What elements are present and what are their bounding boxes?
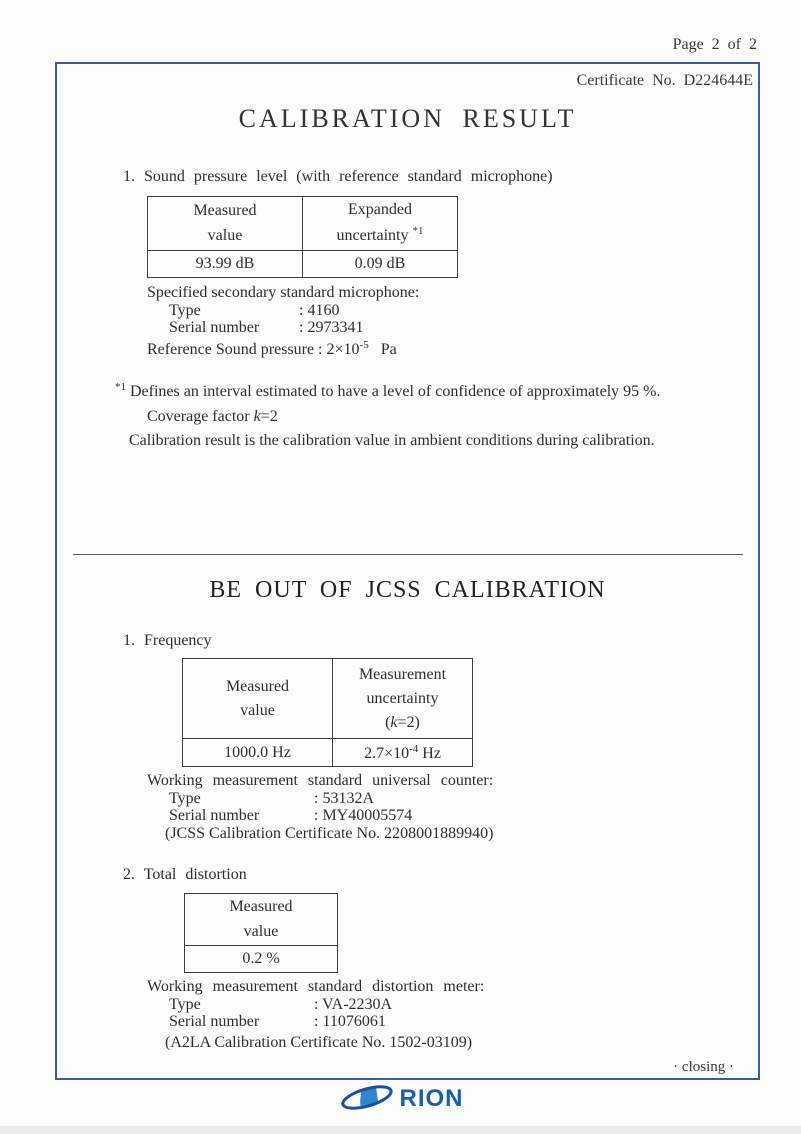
distortion-table-header-row <box>185 894 338 946</box>
ref-pressure-row <box>147 337 758 359</box>
distortion-table <box>184 893 338 973</box>
coverage-suffix: =2 <box>260 408 278 425</box>
k-symbol: k <box>390 713 398 731</box>
rion-logo <box>0 1082 801 1116</box>
type-label: Type <box>169 789 201 807</box>
serial-value: : 2973341 <box>299 319 364 336</box>
closing-mark: · closing · <box>673 1059 734 1075</box>
mic-serial-row <box>147 319 758 337</box>
uncertainty-exponent: -4 <box>409 742 419 755</box>
header-line: value <box>243 922 279 940</box>
frequency-table <box>182 658 473 767</box>
serial-value: : MY40005574 <box>314 807 413 824</box>
type-label: Type <box>169 301 201 319</box>
header-line: Measured <box>225 677 290 695</box>
serial-label: Serial number <box>169 807 260 824</box>
frequency-table-header-row <box>183 659 473 739</box>
k-open: ( <box>385 713 391 731</box>
mic-type-row <box>147 302 758 320</box>
header-line: Measured <box>193 201 257 219</box>
section-divider <box>73 554 743 555</box>
frequency-uncertainty-value-cell <box>333 739 473 767</box>
frequency-heading: 1. Frequency <box>123 632 212 649</box>
counter-heading: Working measurement standard universal counter: <box>147 772 494 789</box>
coverage-factor-note <box>147 408 758 426</box>
spl-uncertainty-header-cell <box>303 197 458 251</box>
footnote-marker: *1 <box>115 381 126 393</box>
header-line: Expanded <box>348 201 412 219</box>
ref-pressure-base: 2×10 <box>326 340 360 358</box>
page-number: Page 2 of 2 <box>672 36 757 53</box>
frequency-table-value-row <box>183 739 473 767</box>
counter-serial-row <box>147 807 758 825</box>
ref-pressure-label: Reference Sound pressure : <box>147 340 323 358</box>
k-factor <box>385 714 420 731</box>
distortion-heading: 2. Total distortion <box>123 866 247 883</box>
uncertainty-note-text: Defines an interval estimated to have a level of confidence of approximately 95 %. <box>130 383 661 400</box>
spl-table <box>147 196 458 278</box>
certificate-number: Certificate No. D224644E <box>576 72 753 89</box>
scan-edge <box>0 1126 801 1134</box>
meter-standard-details <box>147 978 758 1051</box>
header-line: uncertainty <box>336 227 409 244</box>
type-value: : VA-2230A <box>314 995 393 1013</box>
mic-heading: Specified secondary standard microphone: <box>147 284 420 301</box>
distortion-measured-value-cell: 0.2 % <box>185 946 338 973</box>
coverage-prefix: Coverage factor <box>147 408 254 425</box>
meter-type-row <box>147 996 758 1014</box>
type-value: : 53132A <box>314 789 374 807</box>
frequency-measured-value-cell: 1000.0 Hz <box>183 739 333 767</box>
page-border-frame <box>55 62 760 1080</box>
meter-serial-row <box>147 1013 758 1031</box>
header-line: Measured <box>229 897 293 915</box>
meter-certificate-note: (A2LA Calibration Certificate No. 1502-03109) <box>165 1033 473 1051</box>
frequency-uncertainty-header-cell <box>333 659 473 739</box>
footnote-marker: *1 <box>412 225 424 237</box>
spl-uncertainty-value-cell: 0.09 dB <box>303 251 458 278</box>
notes-block <box>115 378 758 450</box>
uncertainty-unit: Hz <box>422 744 441 762</box>
header-line: Measurement <box>358 665 447 683</box>
ref-pressure-exponent: -5 <box>359 338 369 351</box>
meter-heading: Working measurement standard distortion meter: <box>147 978 485 995</box>
distortion-measured-header-cell <box>185 894 338 946</box>
spl-standard-details <box>147 284 758 358</box>
uncertainty-note <box>115 378 758 401</box>
ambient-conditions-note: Calibration result is the calibration value in ambient conditions during calibration. <box>129 432 655 449</box>
header-line: uncertainty <box>366 689 439 707</box>
serial-value: : 11076061 <box>314 1013 386 1030</box>
serial-label: Serial number <box>169 1013 260 1030</box>
header-line: value <box>240 701 275 719</box>
counter-standard-details <box>147 772 758 842</box>
uncertainty-base: 2.7×10 <box>364 744 410 762</box>
k-rest: =2) <box>397 713 420 731</box>
frequency-measured-header-cell <box>183 659 333 739</box>
ref-pressure-unit: Pa <box>380 340 397 358</box>
type-value: : 4160 <box>299 301 340 319</box>
spl-section-heading: 1. Sound pressure level (with reference standard microphone) <box>123 168 553 185</box>
header-line: value <box>207 226 243 244</box>
distortion-table-value-row <box>185 946 338 973</box>
coverage-k: k <box>253 408 261 425</box>
counter-type-row <box>147 790 758 808</box>
jcss-section-title: BE OUT OF JCSS CALIBRATION <box>209 577 606 603</box>
spl-table-header-row <box>148 197 458 251</box>
type-label: Type <box>169 995 201 1013</box>
rion-logo-mark-icon <box>338 1082 396 1116</box>
page-title: CALIBRATION RESULT <box>238 104 577 133</box>
spl-measured-header-cell <box>148 197 303 251</box>
counter-certificate-note: (JCSS Calibration Certificate No. 2208001889940) <box>165 824 494 842</box>
spl-table-value-row <box>148 251 458 278</box>
serial-label: Serial number <box>169 319 260 336</box>
rion-logo-text: RION <box>399 1085 464 1112</box>
spl-measured-value-cell: 93.99 dB <box>148 251 303 278</box>
